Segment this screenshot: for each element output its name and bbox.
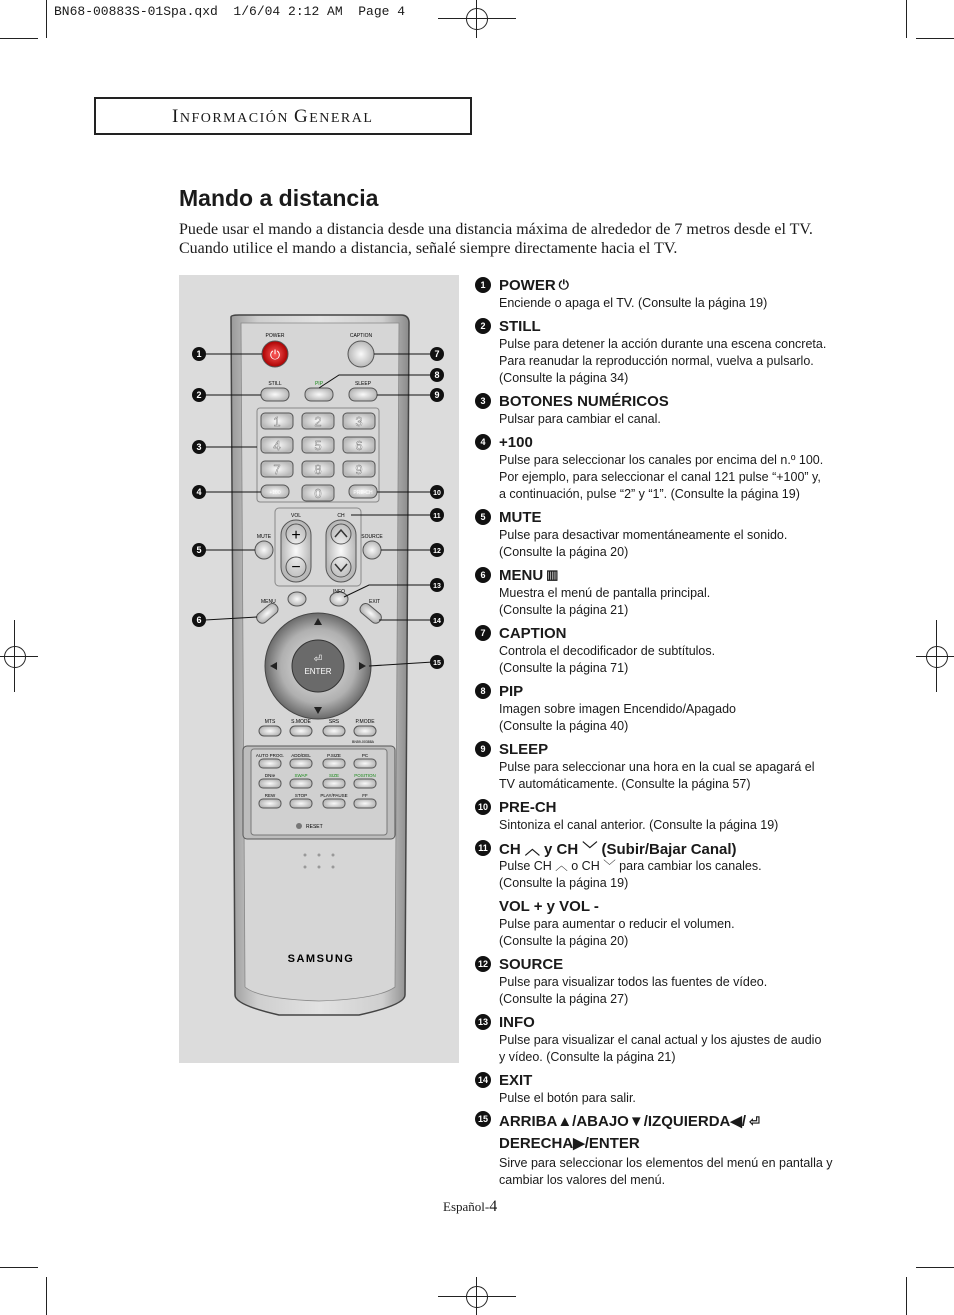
svg-text:VOL: VOL	[290, 513, 302, 519]
item-description: Pulse el botón para salir.	[499, 1091, 636, 1105]
print-header: BN68-00883S-01Spa.qxd 1/6/04 2:12 AM Page 4	[54, 4, 406, 19]
description-item-heading	[475, 391, 875, 411]
description-item-heading	[475, 275, 875, 295]
item-title: +100	[499, 433, 533, 451]
description-item	[475, 838, 875, 892]
crop-mark	[906, 1277, 907, 1315]
description-item	[475, 507, 875, 561]
item-title: EXIT	[499, 1071, 533, 1089]
registration-mark	[4, 646, 26, 668]
item-description: Pulse para visualizar todos las fuentes de vídeo. (Consulte la página 27)	[499, 975, 768, 1006]
svg-text:MTS: MTS	[264, 719, 276, 725]
crop-mark	[0, 38, 38, 39]
number-badge: 2	[475, 318, 491, 334]
description-item	[475, 316, 875, 387]
digit-label: 1	[273, 414, 281, 429]
caption-label: CAPTION	[349, 333, 373, 339]
item-description: Pulse para seleccionar una hora en la cual se apagará el TV automáticamente. (Consulte la página 57)	[499, 760, 815, 791]
digit-label: 5	[314, 438, 322, 453]
description-item-heading	[475, 1111, 875, 1155]
digit-label: 4	[273, 438, 281, 453]
item-description: Controla el decodificador de subtítulos. (Consulte la página 71)	[499, 644, 716, 675]
item-symbol-icon: ▥	[546, 567, 559, 582]
crop-mark	[438, 18, 516, 19]
digit-label: 7	[273, 462, 281, 477]
svg-text:STOP: STOP	[294, 793, 308, 798]
callout-number: 13	[433, 583, 441, 590]
item-description: Pulse para visualizar el canal actual y los ajustes de audio y vídeo. (Consulte la página 21)	[499, 1033, 822, 1064]
description-item	[475, 1070, 875, 1107]
srs-button[interactable]	[323, 726, 345, 736]
number-badge: 13	[475, 1014, 491, 1030]
digit-label: 3	[355, 414, 363, 429]
description-item	[475, 275, 875, 312]
description-item	[475, 623, 875, 677]
item-description: Imagen sobre imagen Encendido/Apagado (Consulte la página 40)	[499, 702, 736, 733]
svg-text:P.MODE: P.MODE	[355, 719, 375, 725]
item-symbol-icon: ⏻	[558, 277, 569, 292]
item-title: PIP	[499, 682, 524, 700]
description-item-heading	[475, 316, 875, 336]
description-item-heading	[475, 896, 875, 916]
svg-text:AUTO PROG.: AUTO PROG.	[255, 753, 285, 758]
still-button[interactable]	[261, 388, 289, 401]
description-item	[475, 1111, 875, 1189]
callout-number: 2	[196, 390, 202, 400]
description-item	[475, 1012, 875, 1066]
svg-text:+100: +100	[269, 490, 281, 496]
callout-number: 8	[434, 370, 440, 380]
number-badge: 7	[475, 625, 491, 641]
play-pause-button[interactable]	[323, 799, 345, 808]
item-title: MUTE	[499, 508, 542, 526]
item-title: ARRIBA▲/ABAJO▼/IZQUIERDA◀/ DERECHA▶/ENTER	[499, 1113, 747, 1152]
callout-number: 14	[433, 618, 441, 625]
plus-icon: +	[291, 527, 301, 544]
callout-number: 1	[196, 349, 202, 359]
description-item-heading	[475, 507, 875, 527]
number-badge: 3	[475, 393, 491, 409]
caption-button[interactable]	[348, 341, 374, 367]
item-description: Muestra el menú de pantalla principal. (Consulte la página 21)	[499, 586, 711, 617]
svg-text:PLAY/PAUSE: PLAY/PAUSE	[320, 793, 348, 798]
crop-mark	[46, 1277, 47, 1315]
remote-control-illustration	[179, 275, 459, 1063]
description-item-heading	[475, 432, 875, 452]
svg-text:PRE-CH: PRE-CH	[353, 490, 373, 496]
svg-text:RESET: RESET	[306, 824, 323, 830]
registration-mark	[466, 8, 488, 30]
remote-illustration-panel	[179, 275, 459, 1063]
page-footer: Español-4	[443, 1198, 498, 1215]
description-item-heading	[475, 623, 875, 643]
item-title: VOL + y VOL -	[499, 897, 599, 915]
number-badge: 5	[475, 509, 491, 525]
mute-button[interactable]	[255, 541, 273, 559]
number-badge: 14	[475, 1072, 491, 1088]
registration-mark	[466, 1286, 488, 1308]
callout-number: 11	[433, 513, 441, 520]
digit-label: 2	[314, 414, 322, 429]
item-title: BOTONES NUMÉRICOS	[499, 392, 669, 410]
fast-forward-button[interactable]	[354, 799, 376, 808]
item-title: PRE-CH	[499, 798, 557, 816]
callout-number: 6	[196, 615, 202, 625]
svg-text:P.SIZE: P.SIZE	[327, 753, 341, 758]
description-item-heading	[475, 1012, 875, 1032]
power-label: POWER	[265, 333, 285, 339]
number-badge: 6	[475, 567, 491, 583]
svg-text:CH: CH	[337, 513, 345, 519]
description-item-heading	[475, 838, 875, 858]
brand-logo: SAMSUNG	[287, 953, 355, 965]
button-descriptions	[475, 275, 875, 1193]
item-description: Pulse para aumentar o reducir el volumen. (Consulte la página 20)	[499, 917, 735, 948]
svg-text:SIZE: SIZE	[328, 773, 340, 778]
description-item-heading	[475, 954, 875, 974]
number-badge: 11	[475, 840, 491, 856]
crop-mark	[906, 0, 907, 38]
callout-number: 15	[433, 660, 441, 667]
item-description: Enciende o apaga el TV. (Consulte la página 19)	[499, 296, 768, 310]
callout-number: 4	[196, 487, 202, 497]
svg-text:REW: REW	[264, 793, 276, 798]
item-description: Sintoniza el canal anterior. (Consulte la página 19)	[499, 818, 779, 832]
svg-text:FF: FF	[362, 793, 368, 798]
power-icon: ⏻	[269, 347, 281, 362]
description-item-heading	[475, 565, 875, 585]
svg-text:PC: PC	[361, 753, 369, 758]
item-description: Pulse para seleccionar los canales por encima del n.º 100. Por ejemplo, para seleccionar el canal 121 pulse “+100” y, a continuación, pulse “2” y “1”. (Consulte la página 19)	[499, 453, 824, 501]
item-description: Sirve para seleccionar los elementos del menú en pantalla y cambiar los valores del menú.	[499, 1156, 833, 1187]
crop-mark	[0, 1267, 38, 1268]
svg-text:PIP: PIP	[314, 381, 324, 387]
favorite-button[interactable]	[288, 592, 306, 606]
number-badge: 9	[475, 741, 491, 757]
svg-text:STILL: STILL	[268, 381, 282, 387]
description-item	[475, 391, 875, 428]
number-badge: 10	[475, 799, 491, 815]
item-title: MENU	[499, 566, 544, 584]
callout-number: 9	[434, 390, 440, 400]
rewind-button[interactable]	[259, 799, 281, 808]
crop-mark	[438, 1296, 516, 1297]
crop-mark	[916, 656, 954, 657]
callout-number: 10	[433, 490, 441, 497]
description-item	[475, 797, 875, 834]
crop-mark	[476, 1277, 477, 1315]
crop-mark	[476, 0, 477, 38]
number-badge: 8	[475, 683, 491, 699]
svg-text:SRS: SRS	[328, 719, 340, 725]
enter-icon: ⏎	[313, 654, 323, 665]
svg-text:ADD/DEL: ADD/DEL	[291, 753, 311, 758]
number-badge: 4	[475, 434, 491, 450]
digit-label: 8	[314, 462, 322, 477]
stop-button[interactable]	[290, 799, 312, 808]
number-badge: 15	[475, 1111, 491, 1127]
svg-text:S.MODE: S.MODE	[291, 719, 311, 725]
svg-text:SOURCE: SOURCE	[361, 534, 383, 540]
svg-text:EXIT: EXIT	[369, 599, 381, 605]
svg-text:POSITION: POSITION	[354, 773, 376, 778]
item-description: Pulsar para cambiar el canal.	[499, 412, 661, 426]
description-item-heading	[475, 681, 875, 701]
description-item-heading	[475, 1070, 875, 1090]
description-item-heading	[475, 797, 875, 817]
item-title: SOURCE	[499, 955, 564, 973]
item-description: Pulse para detener la acción durante una escena concreta. Para reanudar la reproducción normal, vuelva a pulsarlo. (Consulte la página 34)	[499, 337, 827, 385]
svg-text:DNIe: DNIe	[264, 773, 276, 778]
callout-number: 5	[196, 545, 202, 555]
svg-text:MUTE: MUTE	[256, 534, 272, 540]
item-title: INFO	[499, 1013, 535, 1031]
crop-mark	[916, 1267, 954, 1268]
item-title: POWER	[499, 276, 556, 294]
description-item	[475, 739, 875, 793]
item-symbol-icon: ⏎	[749, 1114, 760, 1129]
item-title: SLEEP	[499, 740, 549, 758]
svg-text:BN59-00388A: BN59-00388A	[352, 740, 374, 744]
minus-icon: −	[291, 559, 301, 576]
crop-mark	[46, 0, 47, 38]
svg-text:INFO: INFO	[333, 589, 345, 595]
item-title: STILL	[499, 317, 541, 335]
digit-label: 9	[355, 462, 363, 477]
item-title: CAPTION	[499, 624, 567, 642]
description-item	[475, 896, 875, 950]
sleep-button[interactable]	[349, 388, 377, 401]
description-item	[475, 954, 875, 1008]
callout-number: 7	[434, 349, 440, 359]
item-description: Pulse para desactivar momentáneamente el sonido. (Consulte la página 20)	[499, 528, 788, 559]
crop-mark	[916, 38, 954, 39]
registration-mark	[926, 646, 948, 668]
item-title: CH ︿ y CH ﹀ (Subir/Bajar Canal)	[499, 840, 737, 858]
enter-button[interactable]	[292, 640, 344, 692]
section-title: INFORMACIÓN GENERAL	[172, 106, 374, 127]
svg-text:SLEEP: SLEEP	[354, 381, 372, 387]
digit-label: 0	[314, 486, 322, 501]
svg-text:ENTER: ENTER	[304, 667, 332, 676]
svg-text:MENU: MENU	[261, 599, 276, 605]
mts-button[interactable]	[259, 726, 281, 736]
number-badge: 12	[475, 956, 491, 972]
crop-mark	[0, 656, 38, 657]
page-title: Mando a distancia	[179, 185, 379, 211]
callout-number: 3	[196, 442, 202, 452]
item-description: Pulse CH ︿ o CH ﹀ para cambiar los canales. (Consulte la página 19)	[499, 859, 762, 890]
smode-button[interactable]	[290, 726, 312, 736]
description-item	[475, 565, 875, 619]
pip-button[interactable]	[305, 388, 333, 401]
digit-label: 6	[355, 438, 363, 453]
number-badge: 1	[475, 277, 491, 293]
intro-paragraph: Puede usar el mando a distancia desde una distancia máxima de alrededor de 7 metros desde el TV. Cuando utilice el mando a distancia, señalé siempre directamente hacia el TV.	[179, 221, 813, 257]
callout-number: 12	[433, 548, 441, 555]
source-button[interactable]	[363, 541, 381, 559]
svg-text:SWAP: SWAP	[294, 773, 308, 778]
description-item	[475, 432, 875, 503]
description-item-heading	[475, 739, 875, 759]
description-item	[475, 681, 875, 735]
pmode-button[interactable]	[354, 726, 376, 736]
